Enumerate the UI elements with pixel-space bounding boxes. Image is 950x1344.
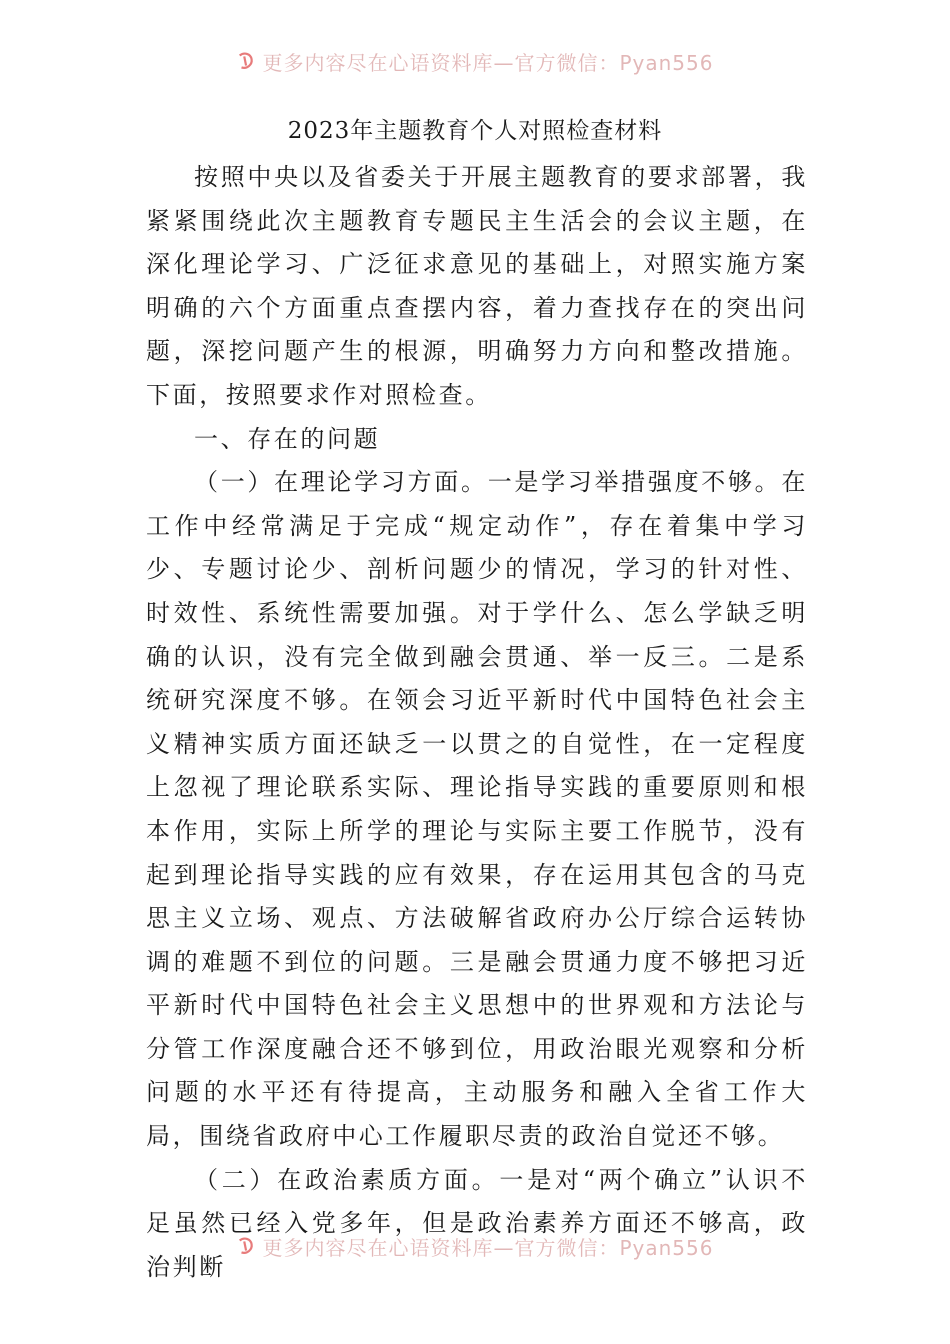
- watermark-header: [0, 46, 950, 76]
- paragraph-theory-study: （一）在理论学习方面。一是学习举措强度不够。在工作中经常满足于完成“规定动作”，存在着集中学习少、专题讨论少、剖析问题少的情况，学习的针对性、时效性、系统性需要加强。对于学什么、怎么学缺乏明确的认识，没有完全做到融会贯通、举一反三。二是系统研究深度不够。在领会习近平新时代中国特色社会主义精神实质方面还缺乏一以贯之的自觉性，在一定程度上忽视了理论联系实际、理论指导实践的重要原则和根本作用，实际上所学的理论与实际主要工作脱节，没有起到理论指导实践的应有效果，存在运用其包含的马克思主义立场、观点、方法破解省政府办公厅综合运转协调的难题不到位的问题。三是融会贯通力度不够把习近平新时代中国特色社会主义思想中的世界观和方法论与分管工作深度融合还不够到位，用政治眼光观察和分析问题的水平还有待提高，主动服务和融入全省工作大局，围绕省政府中心工作履职尽责的政治自觉还不够。: [146, 468, 808, 1151]
- watermark-logo-icon: [236, 1235, 258, 1257]
- paragraph-political-quality: （二）在政治素质方面。一是对“两个确立”认识不足虽然已经入党多年，但是政治素养方面还不够高，政治判断: [146, 1165, 808, 1281]
- section-heading: 一、存在的问题: [194, 424, 381, 453]
- paragraph-intro: 按照中央以及省委关于开展主题教育的要求部署，我紧紧围绕此次主题教育专题民主生活会的会议主题，在深化理论学习、广泛征求意见的基础上，对照实施方案明确的六个方面重点查摆内容，着力查找存在的突出问题，深挖问题产生的根源，明确努力方向和整改措施。下面，按照要求作对照检查。: [146, 163, 808, 409]
- watermark-text: 更多内容尽在心语资料库—官方微信：Pyan556: [262, 1235, 714, 1260]
- watermark-text: 更多内容尽在心语资料库—官方微信：Pyan556: [262, 50, 714, 75]
- document-body: [146, 156, 808, 1289]
- watermark-logo-icon: [236, 50, 258, 72]
- document-title: 2023年主题教育个人对照检查材料: [287, 118, 663, 144]
- watermark-footer: [0, 1231, 950, 1261]
